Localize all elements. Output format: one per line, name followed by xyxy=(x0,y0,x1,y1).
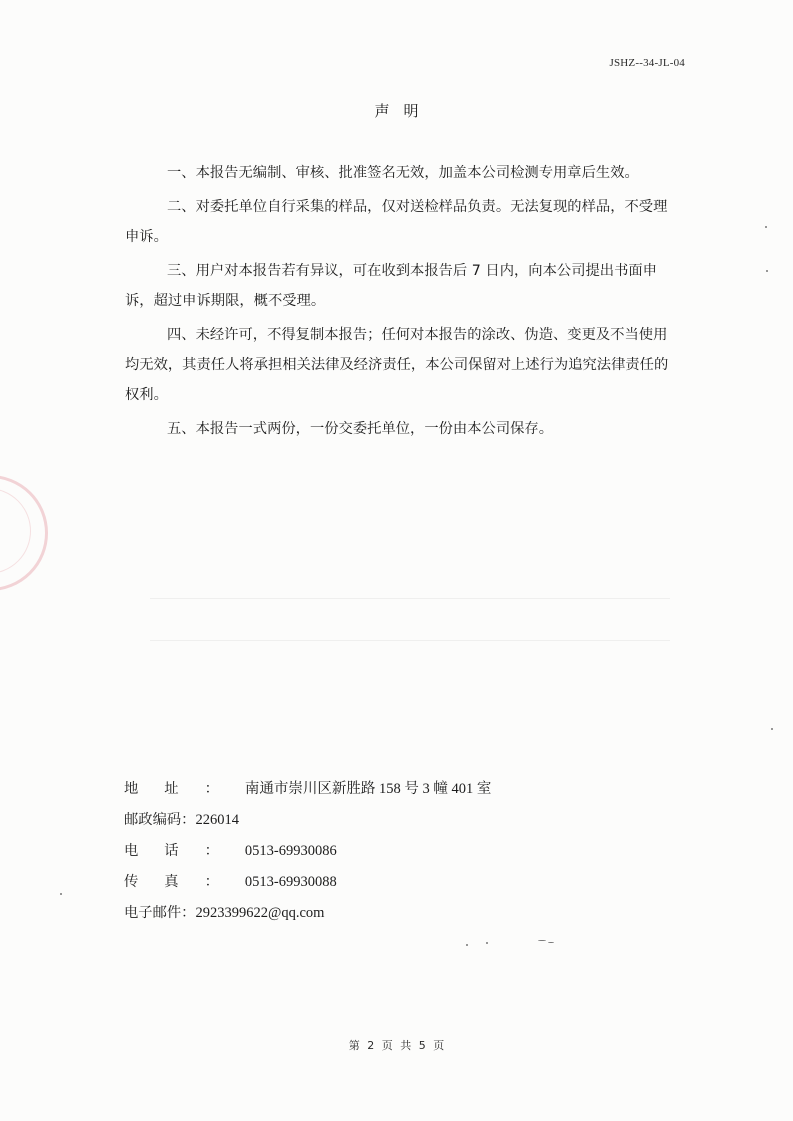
declaration-item-3: 三、用户对本报告若有异议，可在收到本报告后 7 日内，向本公司提出书面申诉，超过申诉期限，概不受理。 xyxy=(125,263,657,309)
email-label: 电子邮件： xyxy=(124,905,196,921)
scan-speck xyxy=(766,270,768,272)
phone-value: 0513-69930086 xyxy=(244,843,337,859)
scan-speck xyxy=(771,728,773,730)
scan-speck xyxy=(60,893,62,895)
scan-speck xyxy=(538,940,546,941)
declaration-item-1: 一、本报告无编制、审核、批准签名无效，加盖本公司检测专用章后生效。 xyxy=(167,165,639,181)
scan-speck xyxy=(466,944,468,946)
fax-row xyxy=(124,867,491,898)
email-row xyxy=(124,898,491,929)
bleed-through-line xyxy=(150,598,670,599)
declaration-item-4: 四、未经许可，不得复制本报告；任何对本报告的涂改、伪造、变更及不当使用均无效，其责任人将承担相关法律及经济责任，本公司保留对上述行为追究法律责任的权利。 xyxy=(125,327,669,403)
bleed-through-line xyxy=(150,640,670,641)
email-value: 2923399622@qq.com xyxy=(195,905,325,921)
declaration-list xyxy=(125,158,679,444)
red-seal-stamp xyxy=(0,475,48,591)
fax-value: 0513-69930088 xyxy=(244,874,337,890)
page-title: 声明 xyxy=(374,102,433,120)
scan-speck xyxy=(765,226,767,228)
postal-code-value: 226014 xyxy=(195,812,239,828)
phone-label: 电话： xyxy=(124,843,245,859)
address-row xyxy=(124,774,491,805)
address-value: 南通市崇川区新胜路 158 号 3 幢 401 室 xyxy=(244,781,492,797)
postal-code-label: 邮政编码： xyxy=(124,812,196,828)
page-number: 第 2 页 共 5 页 xyxy=(348,1039,445,1052)
scan-speck xyxy=(486,942,488,944)
document-code: JSHZ--34-JL-04 xyxy=(609,57,685,69)
contact-info xyxy=(124,774,491,929)
scan-speck xyxy=(548,942,554,943)
fax-label: 传真： xyxy=(124,874,245,890)
declaration-item-5: 五、本报告一式两份，一份交委托单位，一份由本公司保存。 xyxy=(167,421,554,437)
declaration-item-2: 二、对委托单位自行采集的样品，仅对送检样品负责。无法复现的样品，不受理申诉。 xyxy=(125,199,668,245)
postal-code-row xyxy=(124,805,491,836)
red-seal-inner-ring xyxy=(0,488,31,574)
phone-row xyxy=(124,836,491,867)
address-label: 地址： xyxy=(124,781,245,797)
